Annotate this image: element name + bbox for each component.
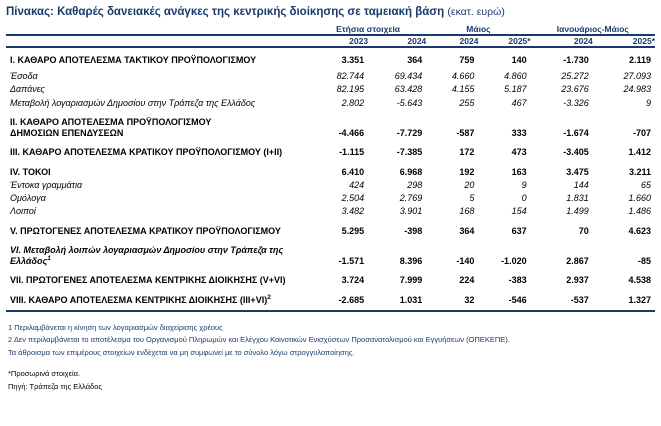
column-header-2: 2024 — [426, 35, 478, 47]
row-value: -1.020 — [501, 256, 527, 267]
table-column-header-row — [6, 35, 655, 47]
table-row — [6, 179, 655, 192]
row-value: 82.195 — [336, 84, 365, 95]
row-value: 144 — [573, 179, 589, 190]
row-value: -140 — [456, 256, 475, 267]
row-value: 224 — [459, 275, 475, 286]
row-value: 24.983 — [623, 84, 651, 95]
row-value: 759 — [459, 54, 475, 65]
row-value: -383 — [508, 275, 527, 286]
row-value: -537 — [570, 294, 589, 305]
column-header-0: 2023 — [310, 35, 368, 47]
row-value: -1.730 — [563, 54, 589, 65]
row-label: Λοιποί — [10, 206, 36, 217]
row-label: VII. ΠΡΩΤΟΓΕΝΕΣ ΑΠΟΤΕΛΕΣΜΑ ΚΕΝΤΡΙΚΗΣ ΔΙΟΙΚΗΣΗΣ (V+VI) — [10, 275, 286, 286]
row-label-line2: ΔΗΜΟΣΙΩΝ ΕΠΕΝΔΥΣΕΩΝ — [10, 128, 124, 139]
row-value: 1.499 — [566, 206, 589, 217]
row-value: 1.660 — [628, 193, 651, 204]
row-value: 424 — [349, 179, 365, 190]
row-label — [6, 116, 310, 141]
row-value: 2.867 — [566, 256, 589, 267]
row-value: 1.031 — [399, 294, 423, 305]
column-header-5: 2025* — [593, 35, 655, 47]
row-value: 70 — [578, 225, 589, 236]
row-value: -546 — [508, 294, 527, 305]
row-value: 27.093 — [623, 71, 651, 82]
row-value: 140 — [511, 54, 527, 65]
table-row — [6, 97, 655, 110]
row-value: 3.351 — [341, 54, 365, 65]
row-value: 9 — [645, 97, 651, 108]
row-value: 6.968 — [399, 166, 423, 177]
row-value: 1.486 — [628, 206, 651, 217]
source-notes — [8, 368, 661, 394]
row-value: -1.115 — [339, 147, 365, 158]
row-value: 5.295 — [341, 225, 365, 236]
row-label-text: VIII. ΚΑΘΑΡΟ ΑΠΟΤΕΛΕΣΜΑ ΚΕΝΤΡΙΚΗΣ ΔΙΟΙΚΗΣΗΣ (III+VI) — [10, 294, 268, 305]
row-value: -3.405 — [563, 147, 589, 158]
row-value: 20 — [464, 179, 475, 190]
row-label: IV. ΤΟΚΟΙ — [10, 166, 51, 177]
row-label: Ι. ΚΑΘΑΡΟ ΑΠΟΤΕΛΕΣΜΑ ΤΑΚΤΙΚΟΥ ΠΡΟΫΠΟΛΟΓΙΣΜΟΥ — [10, 54, 257, 65]
footnotes — [8, 322, 661, 360]
row-value: 1.327 — [628, 294, 651, 305]
table-row — [6, 83, 655, 96]
group-header-annual: Ετήσια στοιχεία — [310, 24, 426, 35]
row-label-text: VI. Μεταβολή λοιπών λογαριασμών Δημοσίου στην Τράπεζα της Ελλάδος — [10, 244, 284, 267]
table-row — [6, 116, 655, 141]
column-header-spacer — [6, 35, 310, 47]
column-header-3: 2025* — [478, 35, 530, 47]
row-value: -5.643 — [396, 97, 423, 108]
row-value: 364 — [407, 54, 423, 65]
column-header-1: 2024 — [368, 35, 426, 47]
row-value: 3.724 — [341, 275, 365, 286]
table-row — [6, 192, 655, 205]
source-note: Πηγή: Τράπεζα της Ελλάδος — [8, 381, 102, 391]
row-value: 163 — [511, 166, 527, 177]
row-label: Ομόλογα — [10, 193, 46, 204]
budget-table — [6, 24, 655, 312]
table-row — [6, 70, 655, 83]
footnote-marker: 2 — [267, 293, 271, 301]
row-value: 1.831 — [566, 193, 589, 204]
row-value: 4.155 — [451, 84, 475, 95]
row-value: -707 — [632, 128, 651, 139]
table-row — [6, 294, 655, 307]
row-value: 3.482 — [341, 206, 365, 217]
column-header-4: 2024 — [531, 35, 593, 47]
row-value: 63.428 — [394, 84, 423, 95]
row-value: 9 — [521, 179, 527, 190]
row-value: -85 — [637, 256, 651, 267]
row-value: -4.466 — [338, 128, 365, 139]
row-value: 32 — [464, 294, 475, 305]
table-row — [6, 244, 655, 269]
row-label — [6, 294, 310, 307]
row-value: 4.660 — [451, 71, 475, 82]
row-value: 467 — [511, 97, 527, 108]
row-label: V. ΠΡΩΤΟΓΕΝΕΣ ΑΠΟΤΕΛΕΣΜΑ ΚΡΑΤΙΚΟΥ ΠΡΟΫΠΟΛΟΓΙΣΜΟΥ — [10, 225, 281, 236]
group-header-jan-may: Ιανουάριος-Μάιος — [531, 24, 655, 35]
row-value: 5.187 — [504, 84, 527, 95]
row-value: 168 — [459, 206, 475, 217]
row-value: 23.676 — [561, 84, 589, 95]
group-header-spacer — [6, 24, 310, 35]
row-value: 3.211 — [628, 166, 651, 177]
table-row — [6, 166, 655, 179]
table-row — [6, 54, 655, 67]
row-value: 637 — [511, 225, 527, 236]
row-label: Έσοδα — [10, 71, 38, 82]
row-value: -2.685 — [338, 294, 365, 305]
row-value: 3.475 — [566, 166, 589, 177]
row-value: 4.860 — [504, 71, 527, 82]
footnote-3: Τα άθροισμα των επιμέρους στοιχείων ενδέχεται να μη συμφωνεί με το σύνολο λόγω στρογγυλοποίησης. — [8, 348, 355, 358]
row-value: 4.538 — [628, 275, 651, 286]
row-value: -1.674 — [563, 128, 589, 139]
row-value: 364 — [459, 225, 475, 236]
row-value: 255 — [459, 97, 475, 108]
row-value: 65 — [640, 179, 651, 190]
row-value: 69.434 — [394, 71, 423, 82]
row-value: 154 — [511, 206, 527, 217]
page-title — [0, 0, 661, 24]
row-value: -3.326 — [563, 97, 589, 108]
row-value: 2.504 — [341, 193, 365, 204]
row-value: 2.937 — [566, 275, 589, 286]
row-value: -7.385 — [396, 147, 423, 158]
table-group-header-row — [6, 24, 655, 35]
group-header-may: Μάιος — [426, 24, 530, 35]
row-value: 5 — [469, 193, 475, 204]
row-value: 6.410 — [341, 166, 365, 177]
row-label: Έντοκα γραμμάτια — [10, 179, 83, 190]
footnote-marker: 1 — [47, 255, 51, 263]
row-label — [6, 244, 310, 269]
row-value: 4.623 — [628, 225, 651, 236]
row-value: 0 — [521, 193, 527, 204]
row-value: 333 — [511, 128, 527, 139]
row-value: 473 — [511, 147, 527, 158]
row-value: 2.802 — [341, 97, 365, 108]
provisional-note: *Προσωρινά στοιχεία. — [8, 368, 81, 378]
row-value: -7.729 — [396, 128, 423, 139]
page-title-main: Πίνακας: Καθαρές δανειακές ανάγκες της κεντρικής διοίκησης σε ταμειακή βάση — [6, 6, 445, 18]
row-value: -587 — [456, 128, 475, 139]
row-value: 2.769 — [399, 193, 423, 204]
footnote-2: 2 Δεν περιλαμβάνεται το αποτέλεσμα του Οργανισμού Πληρωμών και Ελέγχου Κοινοτικών Ενισχύσεων Προσανατολισμού και Εγγυήσεων (ΟΠΕΚΕΠΕ). — [8, 335, 510, 345]
row-value: 2.119 — [628, 54, 651, 65]
row-label: IIΙ. ΚΑΘΑΡΟ ΑΠΟΤΕΛΕΣΜΑ ΚΡΑΤΙΚΟΥ ΠΡΟΫΠΟΛΟΓΙΣΜΟΥ (Ι+ΙΙ) — [10, 147, 283, 158]
row-label-line1: II. ΚΑΘΑΡΟ ΑΠΟΤΕΛΕΣΜΑ ΠΡΟΫΠΟΛΟΓΙΣΜΟΥ — [10, 116, 212, 127]
row-value: 82.744 — [336, 71, 365, 82]
row-value: -398 — [404, 225, 423, 236]
footnote-1: 1 Περιλαμβάνεται η κίνηση των λογαριασμών διαχείρισης χρέους — [8, 322, 223, 332]
table-row — [6, 146, 655, 159]
row-label: Δαπάνες — [10, 84, 45, 95]
table-row — [6, 225, 655, 238]
row-value: -1.571 — [338, 256, 365, 267]
row-value: 298 — [407, 179, 423, 190]
row-value: 3.901 — [399, 206, 423, 217]
row-spacer — [6, 307, 655, 311]
page-title-unit: (εκατ. ευρώ) — [447, 6, 505, 18]
row-value: 172 — [459, 147, 475, 158]
row-label: Μεταβολή λογαριασμών Δημοσίου στην Τράπεζα της Ελλάδος — [10, 97, 256, 108]
row-value: 8.396 — [399, 256, 423, 267]
row-spacer — [6, 47, 655, 54]
table-row — [6, 274, 655, 287]
table-row — [6, 205, 655, 218]
row-value: 25.272 — [561, 71, 589, 82]
row-value: 192 — [459, 166, 475, 177]
row-value: 1.412 — [628, 147, 651, 158]
row-value: 7.999 — [399, 275, 423, 286]
